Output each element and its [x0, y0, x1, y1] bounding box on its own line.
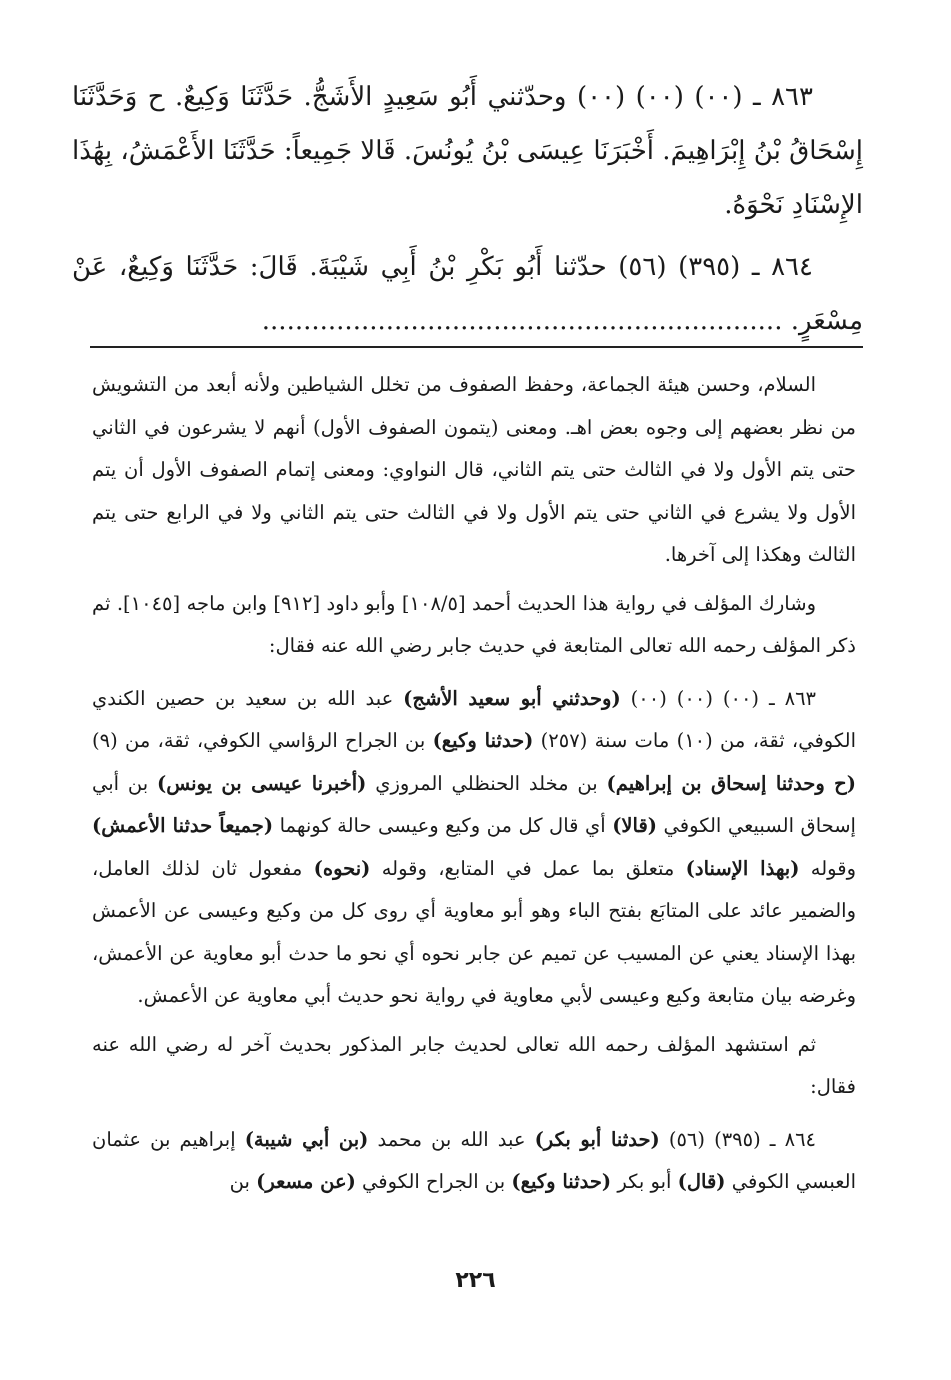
commentary-text: عبد الله بن سعيد بن حصين الكندي الكوفي، ثقة، من (١٠) مات سنة (٢٥٧) — [92, 686, 856, 752]
commentary-paragraph-863 — [92, 678, 856, 1018]
commentary-text: مفعول ثان لذلك العامل، والضمير عائد على المتابَع بفتح الباء وهو أبو معاوية أي روى كل من وكيع وعيسى عن الأعمش بهذا الإسناد يعني عن المسيب عن تميم عن جابر نحوه أي نحو ما حدث أبو معاوية عن الأعمش، وغرضه بيان متابعة وكيع وعيسى لأبي معاوية في رواية نحو حديث أبي معاوية عن الأعمش. — [92, 856, 856, 1007]
narrator-highlight: (جميعاً حدثنا الأعمش) — [92, 814, 274, 837]
narrator-highlight: (حدثنا وكيع) — [511, 1170, 612, 1193]
narrator-highlight: (وحدثني أبو سعيد الأشج) — [403, 686, 621, 710]
commentary-text: بن الجراح الكوفي — [355, 1170, 512, 1193]
footnote-separator-line — [90, 346, 863, 348]
narrator-highlight: (ح وحدثنا إسحاق بن إبراهيم) — [606, 771, 856, 795]
hadith-864 — [72, 240, 863, 348]
narrator-highlight: (قال) — [677, 1170, 726, 1193]
narrator-highlight: (عن مسعر) — [256, 1170, 356, 1193]
narrator-highlight: (قالا) — [612, 814, 658, 837]
commentary-text: ٨٦٣ ـ (٠٠) (٠٠) (٠٠) — [620, 686, 817, 710]
commentary-paragraph-1: السلام، وحسن هيئة الجماعة، وحفظ الصفوف من تخلل الشياطين ولأنه أبعد من التشويش من نظر بعضهم إلى وجوه بعض اهـ. ومعنى (يتمون الصفوف الأول) أنهم لا يشرعون في الثاني حتى يتم الأول ولا في الثالث حتى يتم الثاني، قال النواوي: ومعنى إتمام الصفوف الأول أن يتم الأول ولا يشرع في الثاني حتى يتم الأول ولا في الثالث حتى يتم الثاني ولا في الرابع حتى يتم الثالث وهكذا إلى آخرها. — [92, 373, 856, 566]
commentary-section — [92, 364, 856, 1214]
commentary-text: وقوله — [799, 856, 856, 880]
commentary-paragraph-4: ثم استشهد المؤلف رحمه الله تعالى لحديث جابر المذكور بحديث آخر له رضي الله عنه فقال: — [92, 1032, 856, 1098]
hadith-863-number: ٨٦٣ ـ (٠٠) (٠٠) (٠٠) — [566, 82, 813, 112]
commentary-text: إبراهيم بن عثمان العبسي الكوفي — [92, 1127, 856, 1193]
commentary-paragraph-2: وشارك المؤلف في رواية هذا الحديث أحمد [١٠٨/٥] وأبو داود [٩١٢] وابن ماجه [١٠٤٥]. ثم ذكر المؤلف رحمه الله تعالى المتابعة في حديث جابر رضي الله عنه فقال: — [92, 591, 856, 657]
commentary-text: بن الجراح الرؤاسي الكوفي، ثقة، من (٩) — [92, 729, 433, 752]
commentary-text: أبو بكر — [611, 1170, 678, 1193]
hadith-text-section — [72, 70, 863, 356]
commentary-paragraph-864 — [92, 1119, 856, 1204]
commentary-text: متعلق بما عمل في المتابع، وقوله — [370, 856, 686, 880]
narrator-highlight: (بهذا الإسناد) — [685, 856, 800, 880]
narrator-highlight: (نحوه) — [313, 856, 371, 880]
commentary-text: عبد الله بن محمد — [368, 1127, 535, 1151]
page-number: ٢٢٦ — [455, 1268, 496, 1293]
commentary-text: ٨٦٤ ـ (٣٩٥) (٥٦) — [659, 1127, 817, 1151]
narrator-highlight: (بن أبي شيبة) — [244, 1127, 369, 1151]
hadith-863-body: وحدّثني أَبُو سَعِيدٍ الأَشَجُّ. حَدَّثَنَا وَكِيعٌ. ح وَحَدَّثَنَا إِسْحَاقُ بْنُ إِبْرَاهِيمَ. أَخْبَرَنَا عِيسَى بْنُ يُونُسَ. قَالا جَمِيعاً: حَدَّثَنَا الأَعْمَشُ، بِهَٰذَا الإِسْنَادِ نَحْوَهُ. — [72, 82, 863, 220]
commentary-text: أي قال كل من وكيع وعيسى حالة كونهما — [273, 814, 613, 837]
hadith-864-number: ٨٦٤ ـ (٣٩٥) (٥٦) — [606, 252, 813, 282]
narrator-highlight: (حدثنا أبو بكر) — [534, 1127, 660, 1151]
hadith-864-body: حدّثنا أَبُو بَكْرِ بْنُ أَبِي شَيْبَةَ. قَالَ: حَدَّثَنَا وَكِيعٌ، عَنْ مِسْعَرٍ. ............................................................... — [72, 252, 863, 336]
commentary-text: بن أبي إسحاق السبيعي الكوفي — [92, 771, 856, 837]
commentary-text: بن — [229, 1170, 257, 1193]
commentary-text: بن مخلد الحنظلي المروزي — [366, 771, 607, 795]
narrator-highlight: (أخبرنا عيسى بن يونس) — [157, 771, 367, 795]
hadith-863 — [72, 70, 863, 232]
narrator-highlight: (حدثنا وكيع) — [432, 729, 534, 752]
